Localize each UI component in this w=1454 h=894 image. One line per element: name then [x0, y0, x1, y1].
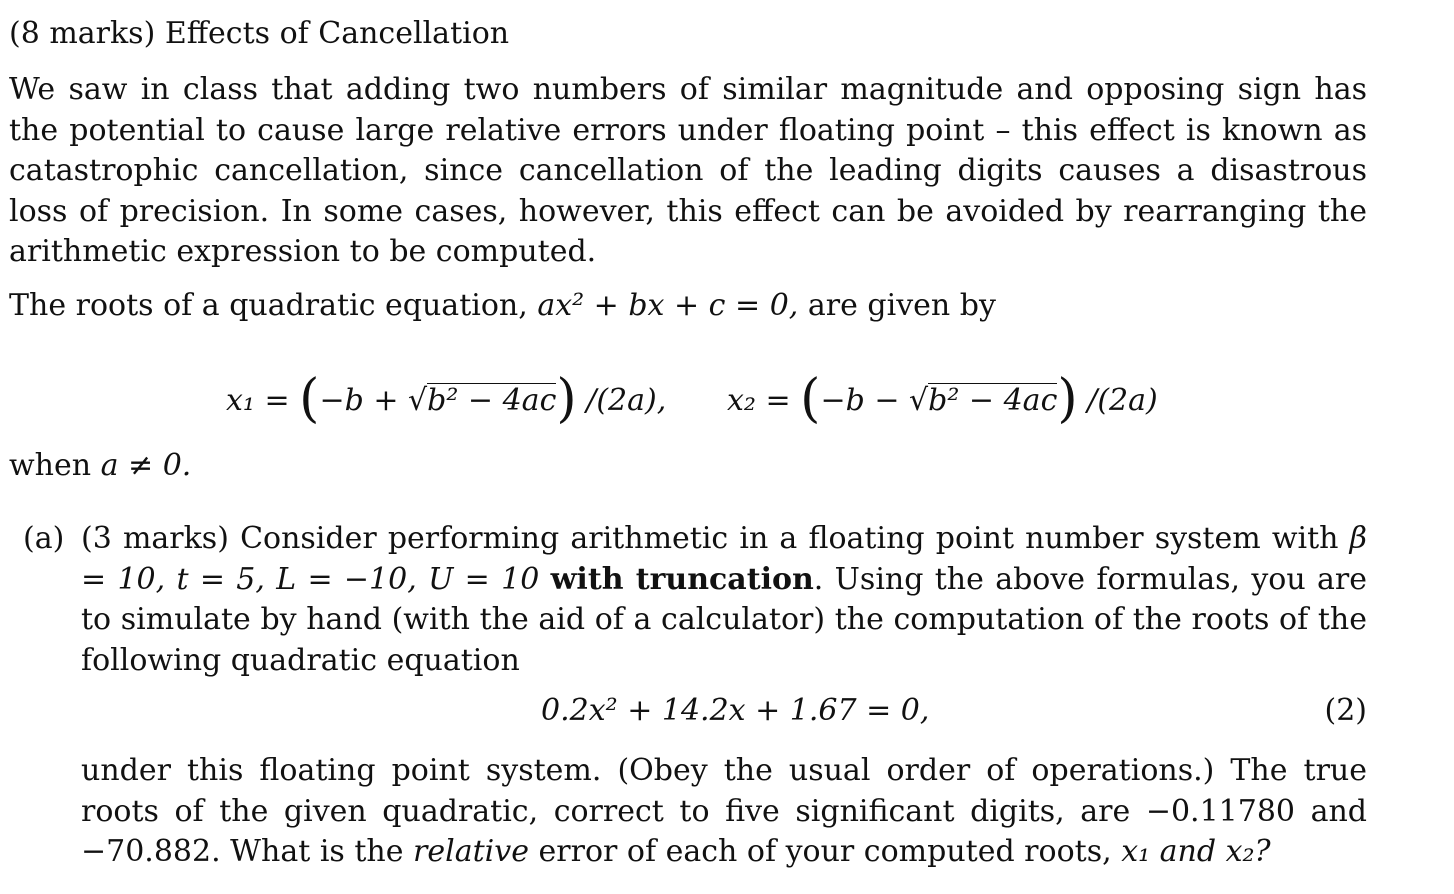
radical-sign-icon: √	[408, 383, 428, 418]
part-a-text-3: under this floating point system. (Obey the usual order of operations.) The true roots of the given quadratic, correct to five significant digits, are −0.11780 and −70.882. What is the	[81, 753, 1367, 869]
open-paren-icon: (	[800, 369, 821, 429]
formula-x1-tail: /(2a),	[586, 383, 667, 418]
formula-x1-lhs: x₁ =	[226, 383, 290, 418]
close-paren-icon: )	[1057, 369, 1078, 429]
question-page	[9, 14, 1367, 869]
intro-paragraph: We saw in class that adding two numbers of similar magnitude and opposing sign has the potential to cause large relative errors under floating point – this effect is known as catastrophic cancellation, since cancellation of the leading digits causes a disastrous loss of precision. In some cases, however, this effect can be avoided by rearranging the arithmetic expression to be computed.	[9, 72, 1367, 269]
formula-x2-head: −b −	[820, 383, 900, 418]
quadratic-equation: ax² + bx + c = 0,	[537, 288, 799, 323]
part-a-params-1: β = 10,	[81, 521, 1367, 597]
formula-x2-lhs: x₂ =	[727, 383, 791, 418]
part-a-bold-text: with truncation	[550, 561, 814, 597]
formula-x1-radicand: b² − 4ac	[427, 383, 557, 418]
roots-paragraph	[9, 286, 1367, 327]
part-a-label: (a)	[23, 521, 65, 556]
part-a-body	[81, 519, 1367, 873]
part-a-italic-word: relative	[413, 834, 529, 869]
part-a-roots-names: x₁ and x₂?	[1121, 834, 1271, 869]
part-a-params-2: t = 5, L = −10, U = 10	[176, 561, 540, 597]
part-a-text-2: . Using the above formulas, you are to simulate by hand (with the aid of a calculator) the computation of the roots of the following quadratic equation	[81, 561, 1367, 678]
formula-x1-head: −b +	[319, 383, 399, 418]
formula-x2	[727, 364, 1158, 436]
question-heading: (8 marks) Effects of Cancellation	[9, 16, 510, 51]
condition-line	[9, 446, 191, 486]
radical-sign-icon: √	[909, 383, 929, 418]
equation-number: (2)	[1324, 693, 1367, 728]
formula-x1	[226, 364, 666, 436]
part-a-paragraph	[81, 519, 1367, 681]
part-a-text-4: error of each of your computed roots,	[538, 834, 1112, 869]
open-paren-icon: (	[299, 369, 320, 429]
numbered-equation	[81, 681, 1367, 741]
close-paren-icon: )	[556, 369, 577, 429]
sqrt-x1	[408, 366, 556, 436]
root-formulas	[9, 364, 1367, 434]
roots-tail-text: are given by	[807, 288, 996, 323]
when-condition: a ≠ 0.	[100, 448, 192, 483]
roots-lead-text: The roots of a quadratic equation,	[9, 288, 528, 323]
quadratic-instance: 0.2x² + 14.2x + 1.67 = 0,	[541, 693, 930, 728]
part-a-marks: (3 marks)	[81, 521, 229, 556]
part-a-followup	[81, 751, 1367, 873]
part-a-text-1: Consider performing arithmetic in a floating point number system with	[240, 521, 1339, 556]
formula-x2-tail: /(2a)	[1087, 383, 1158, 418]
formula-x2-radicand: b² − 4ac	[928, 383, 1058, 418]
when-text: when	[9, 448, 92, 483]
sqrt-x2	[909, 366, 1057, 436]
